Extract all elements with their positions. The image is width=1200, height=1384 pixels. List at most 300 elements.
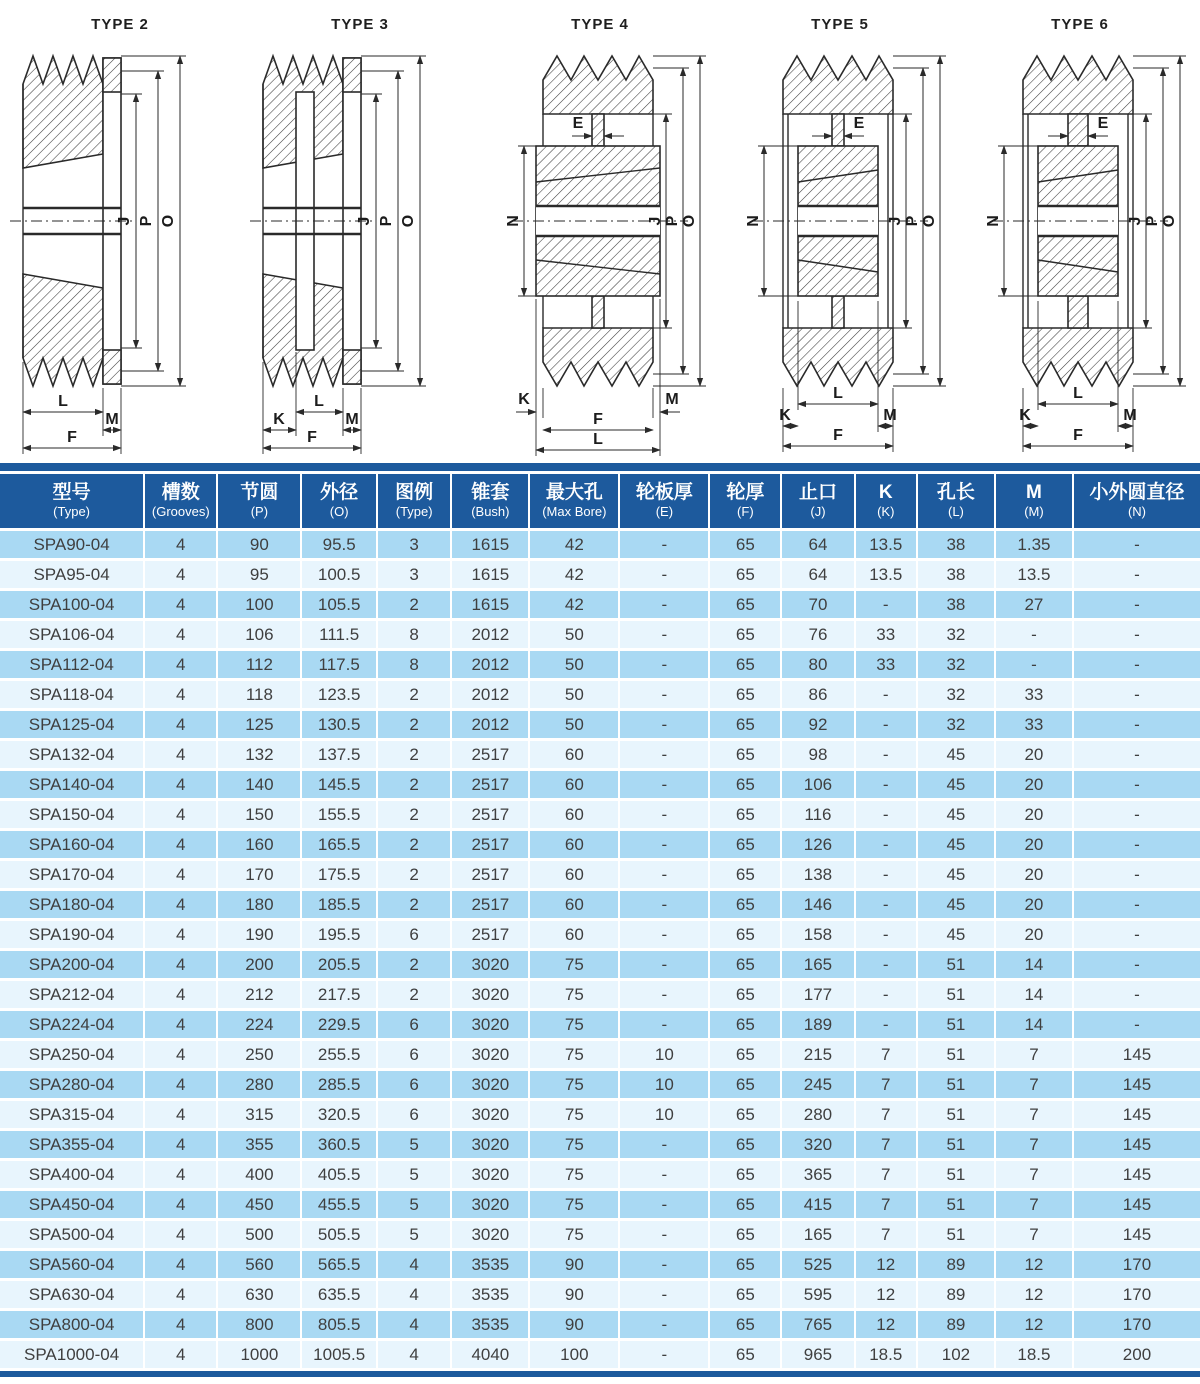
table-cell: 415 [782,1191,855,1221]
table-cell: 18.5 [856,1341,918,1371]
table-cell: 280 [782,1101,855,1131]
table-cell: 2 [378,831,452,861]
table-cell: 175.5 [302,861,378,891]
table-cell: 205.5 [302,951,378,981]
table-cell: 6 [378,1071,452,1101]
table-cell: 14 [996,1011,1074,1041]
table-row [0,1071,1200,1101]
table-cell: 525 [782,1251,855,1281]
table-cell: 400 [218,1161,302,1191]
column-header: 外径 (O) [302,474,378,531]
table-cell: 32 [918,711,996,741]
table-cell: 355 [218,1131,302,1161]
dim-label-n: N [984,215,1002,227]
column-header: 孔长 (L) [918,474,996,531]
table-cell: 65 [710,1131,782,1161]
table-cell: 2 [378,891,452,921]
table-cell: 64 [782,531,855,561]
table-cell: SPA106-04 [0,621,145,651]
table-cell: 20 [996,891,1074,921]
table-cell: 3020 [452,1191,530,1221]
dim-label-l: L [832,385,843,402]
dim-label-p: P [663,215,681,227]
table-cell: 12 [856,1251,918,1281]
table-row [0,1191,1200,1221]
table-cell: SPA190-04 [0,921,145,951]
table-cell: 65 [710,831,782,861]
table-cell: 126 [782,831,855,861]
table-cell: SPA250-04 [0,1041,145,1071]
table-cell: 4 [145,951,218,981]
table-cell: 7 [856,1191,918,1221]
table-cell: 100.5 [302,561,378,591]
table-cell: 455.5 [302,1191,378,1221]
table-cell: 65 [710,1341,782,1371]
table-cell: 1.35 [996,531,1074,561]
table-row [0,831,1200,861]
table-cell: - [1074,561,1200,591]
table-cell: - [1074,531,1200,561]
table-cell: 65 [710,681,782,711]
table-cell: - [620,951,710,981]
table-cell: 20 [996,921,1074,951]
table-cell: SPA112-04 [0,651,145,681]
table-cell: 75 [530,1071,620,1101]
table-cell: 27 [996,591,1074,621]
table-cell: 4 [145,1011,218,1041]
table-cell: 320 [782,1131,855,1161]
table-cell: - [620,1281,710,1311]
table-cell: 320.5 [302,1101,378,1131]
table-cell: 38 [918,561,996,591]
table-cell: 51 [918,1161,996,1191]
table-cell: 4 [145,1221,218,1251]
table-cell: 65 [710,1071,782,1101]
table-cell: 65 [710,981,782,1011]
table-cell: 215 [782,1041,855,1071]
table-cell: - [620,681,710,711]
table-cell: 7 [856,1161,918,1191]
table-cell: 32 [918,621,996,651]
table-cell: 12 [996,1281,1074,1311]
table-cell: 60 [530,831,620,861]
pulley-cross-section-drawing [968,36,1193,461]
column-header: 最大孔 (Max Bore) [530,474,620,531]
dim-label-o: O [680,214,698,228]
dim-label-o: O [920,214,938,228]
table-row [0,591,1200,621]
table-cell: 4040 [452,1341,530,1371]
column-header: 小外圆直径 (N) [1074,474,1200,531]
column-header: 型号 (Type) [0,474,145,531]
table-cell: 130.5 [302,711,378,741]
table-cell: 2517 [452,741,530,771]
table-cell: SPA1000-04 [0,1341,145,1371]
table-cell: 1005.5 [302,1341,378,1371]
table-cell: - [1074,741,1200,771]
table-cell: 89 [918,1311,996,1341]
table-cell: 65 [710,891,782,921]
table-cell: 117.5 [302,651,378,681]
table-cell: 45 [918,831,996,861]
table-cell: 90 [218,531,302,561]
table-cell: 50 [530,681,620,711]
table-cell: 4 [145,1071,218,1101]
table-cell: 3020 [452,1071,530,1101]
table-cell: 92 [782,711,855,741]
table-cell: 13.5 [856,531,918,561]
table-cell: 90 [530,1281,620,1311]
column-header: 槽数 (Grooves) [145,474,218,531]
table-cell: 145 [1074,1101,1200,1131]
table-row [0,741,1200,771]
pulley-cross-section-drawing [8,36,233,461]
table-cell: 5 [378,1191,452,1221]
dim-label-m: M [1122,407,1137,424]
table-cell: 2517 [452,861,530,891]
table-cell: 33 [856,621,918,651]
table-cell: SPA355-04 [0,1131,145,1161]
table-cell: 13.5 [996,561,1074,591]
table-cell: SPA170-04 [0,861,145,891]
table-cell: 33 [856,651,918,681]
table-cell: 65 [710,1281,782,1311]
table-cell: 3535 [452,1281,530,1311]
table-row [0,1251,1200,1281]
table-cell: - [620,831,710,861]
table-cell: 112 [218,651,302,681]
table-cell: 50 [530,651,620,681]
table-cell: 365 [782,1161,855,1191]
table-cell: - [856,711,918,741]
table-row [0,1131,1200,1161]
table-cell: 89 [918,1281,996,1311]
table-cell: 75 [530,951,620,981]
table-cell: 4 [145,891,218,921]
dim-label-l: L [592,431,603,448]
table-cell: - [620,1341,710,1371]
table-cell: 2 [378,861,452,891]
column-header: 轮板厚 (E) [620,474,710,531]
table-cell: - [1074,801,1200,831]
table-cell: - [1074,1011,1200,1041]
table-cell: 5 [378,1161,452,1191]
table-row [0,771,1200,801]
table-cell: 7 [856,1221,918,1251]
table-cell: 33 [996,711,1074,741]
table-cell: 3020 [452,981,530,1011]
table-cell: SPA630-04 [0,1281,145,1311]
table-cell: 2 [378,591,452,621]
table-cell: 150 [218,801,302,831]
table-cell: 965 [782,1341,855,1371]
table-cell: 2517 [452,831,530,861]
table-cell: 102 [918,1341,996,1371]
column-header: K (K) [856,474,918,531]
table-cell: 1000 [218,1341,302,1371]
table-cell: 165 [782,951,855,981]
table-cell: 42 [530,561,620,591]
table-row [0,681,1200,711]
table-cell: 70 [782,591,855,621]
table-cell: 75 [530,1221,620,1251]
dim-label-p: P [1143,215,1161,227]
table-cell: SPA200-04 [0,951,145,981]
table-cell: SPA800-04 [0,1311,145,1341]
table-row [0,651,1200,681]
table-row [0,801,1200,831]
table-cell: 7 [996,1041,1074,1071]
table-cell: 4 [145,1131,218,1161]
table-cell: 33 [996,681,1074,711]
table-cell: 145 [1074,1161,1200,1191]
table-row [0,1341,1200,1371]
table-cell: 7 [856,1131,918,1161]
diagram-type-6 [960,14,1200,463]
table-cell: 42 [530,591,620,621]
table-cell: 51 [918,1011,996,1041]
table-cell: 4 [145,1251,218,1281]
table-cell: 95 [218,561,302,591]
table-cell: 76 [782,621,855,651]
table-cell: 65 [710,801,782,831]
table-cell: 3020 [452,1041,530,1071]
table-cell: 245 [782,1071,855,1101]
table-cell: 2 [378,951,452,981]
table-cell: 4 [378,1251,452,1281]
table-cell: 65 [710,1101,782,1131]
table-cell: 4 [378,1311,452,1341]
table-cell: 90 [530,1311,620,1341]
table-cell: - [856,741,918,771]
table-cell: SPA95-04 [0,561,145,591]
dim-label-f: F [1072,427,1083,444]
dim-label-e: E [853,115,864,132]
table-cell: 20 [996,861,1074,891]
table-cell: 800 [218,1311,302,1341]
table-cell: 20 [996,831,1074,861]
table-cell: 65 [710,531,782,561]
table-cell: 160 [218,831,302,861]
table-cell: SPA224-04 [0,1011,145,1041]
table-cell: 89 [918,1251,996,1281]
table-cell: 65 [710,591,782,621]
table-cell: 4 [145,1041,218,1071]
dim-label-l: L [313,393,324,410]
column-header: 图例 (Type) [378,474,452,531]
table-cell: 2 [378,711,452,741]
dim-label-l: L [57,393,68,410]
table-row [0,861,1200,891]
table-cell: 200 [218,951,302,981]
dim-label-e: E [1097,115,1108,132]
diagram-title: TYPE 4 [571,16,629,33]
table-cell: 12 [996,1251,1074,1281]
table-cell: - [1074,861,1200,891]
table-row [0,1161,1200,1191]
table-cell: 405.5 [302,1161,378,1191]
table-cell: 4 [145,531,218,561]
table-cell: 200 [1074,1341,1200,1371]
table-cell: SPA500-04 [0,1221,145,1251]
dim-label-j: J [886,216,904,226]
diagram-type-4 [480,14,720,463]
table-cell: 4 [145,621,218,651]
table-cell: 2 [378,741,452,771]
table-cell: 2517 [452,801,530,831]
table-cell: 6 [378,921,452,951]
table-cell: 4 [145,831,218,861]
table-cell: - [620,1191,710,1221]
table-cell: 155.5 [302,801,378,831]
dim-label-m: M [882,407,897,424]
table-cell: 6 [378,1011,452,1041]
table-cell: 42 [530,531,620,561]
table-cell: 65 [710,1251,782,1281]
table-cell: 7 [996,1221,1074,1251]
table-cell: - [856,771,918,801]
table-cell: 4 [145,1191,218,1221]
table-cell: SPA315-04 [0,1101,145,1131]
table-cell: 1615 [452,561,530,591]
table-cell: 170 [218,861,302,891]
dim-label-n: N [504,215,522,227]
table-cell: 65 [710,561,782,591]
table-cell: 100 [530,1341,620,1371]
table-cell: 45 [918,741,996,771]
table-cell: - [620,801,710,831]
table-cell: 4 [145,561,218,591]
table-cell: 106 [782,771,855,801]
table-cell: 217.5 [302,981,378,1011]
table-cell: 8 [378,651,452,681]
table-row [0,621,1200,651]
table-cell: 7 [996,1131,1074,1161]
table-cell: 170 [1074,1251,1200,1281]
table-cell: 90 [530,1251,620,1281]
table-cell: 315 [218,1101,302,1131]
table-cell: 285.5 [302,1071,378,1101]
table-cell: - [620,981,710,1011]
table-cell: 2012 [452,621,530,651]
table-cell: 64 [782,561,855,591]
table-cell: - [620,921,710,951]
table-cell: 60 [530,801,620,831]
table-cell: 4 [145,771,218,801]
table-cell: 65 [710,1161,782,1191]
table-cell: - [1074,771,1200,801]
table-cell: - [1074,711,1200,741]
table-cell: - [620,561,710,591]
dim-label-f: F [66,429,77,446]
table-cell: 86 [782,681,855,711]
diagram-title: TYPE 6 [1051,16,1109,33]
table-cell: 12 [856,1281,918,1311]
dim-label-k: K [517,391,530,408]
table-cell: 4 [378,1341,452,1371]
diagrams-section [0,0,1200,463]
table-cell: - [1074,651,1200,681]
table-cell: 51 [918,1071,996,1101]
table-cell: - [856,861,918,891]
table-cell: 177 [782,981,855,1011]
table-cell: 635.5 [302,1281,378,1311]
table-cell: - [1074,981,1200,1011]
table-cell: 224 [218,1011,302,1041]
table-cell: 3020 [452,1131,530,1161]
table-cell: 195.5 [302,921,378,951]
table-cell: 565.5 [302,1251,378,1281]
column-header: M (M) [996,474,1074,531]
table-cell: 65 [710,1041,782,1071]
table-cell: - [1074,951,1200,981]
table-cell: - [856,891,918,921]
table-cell: 80 [782,651,855,681]
table-cell: 10 [620,1041,710,1071]
dim-label-o: O [399,214,417,228]
table-cell: 2 [378,981,452,1011]
table-cell: 38 [918,531,996,561]
table-cell: 3535 [452,1251,530,1281]
pulley-cross-section-drawing [248,36,473,461]
table-row [0,1281,1200,1311]
table-cell: 280 [218,1071,302,1101]
table-cell: 3020 [452,1161,530,1191]
table-cell: 75 [530,1011,620,1041]
table-cell: 2012 [452,681,530,711]
table-cell: 2012 [452,711,530,741]
table-cell: 51 [918,1131,996,1161]
table-cell: 8 [378,621,452,651]
table-cell: 65 [710,921,782,951]
header-row [0,474,1200,531]
table-cell: 32 [918,681,996,711]
table-cell: - [1074,621,1200,651]
dim-label-o: O [159,214,177,228]
table-cell: 7 [856,1071,918,1101]
table-cell: 51 [918,951,996,981]
table-cell: 146 [782,891,855,921]
table-cell: SPA132-04 [0,741,145,771]
table-cell: 145 [1074,1191,1200,1221]
table-cell: 45 [918,771,996,801]
diagram-type-5 [720,14,960,463]
table-cell: SPA160-04 [0,831,145,861]
table-cell: 75 [530,1161,620,1191]
table-cell: 65 [710,1221,782,1251]
table-cell: - [620,1131,710,1161]
table-cell: - [620,1311,710,1341]
table-cell: - [620,1161,710,1191]
table-cell: - [856,981,918,1011]
table-cell: 2 [378,681,452,711]
table-cell: 255.5 [302,1041,378,1071]
table-cell: 212 [218,981,302,1011]
table-cell: 116 [782,801,855,831]
table-cell: 450 [218,1191,302,1221]
dim-label-k: K [1018,407,1031,424]
table-cell: 7 [856,1041,918,1071]
table-cell: 60 [530,921,620,951]
diagram-title: TYPE 2 [91,16,149,33]
table-cell: 3 [378,531,452,561]
table-cell: 95.5 [302,531,378,561]
table-cell: - [856,921,918,951]
table-cell: 2517 [452,771,530,801]
table-cell: 145.5 [302,771,378,801]
table-cell: 65 [710,741,782,771]
table-cell: 12 [856,1311,918,1341]
